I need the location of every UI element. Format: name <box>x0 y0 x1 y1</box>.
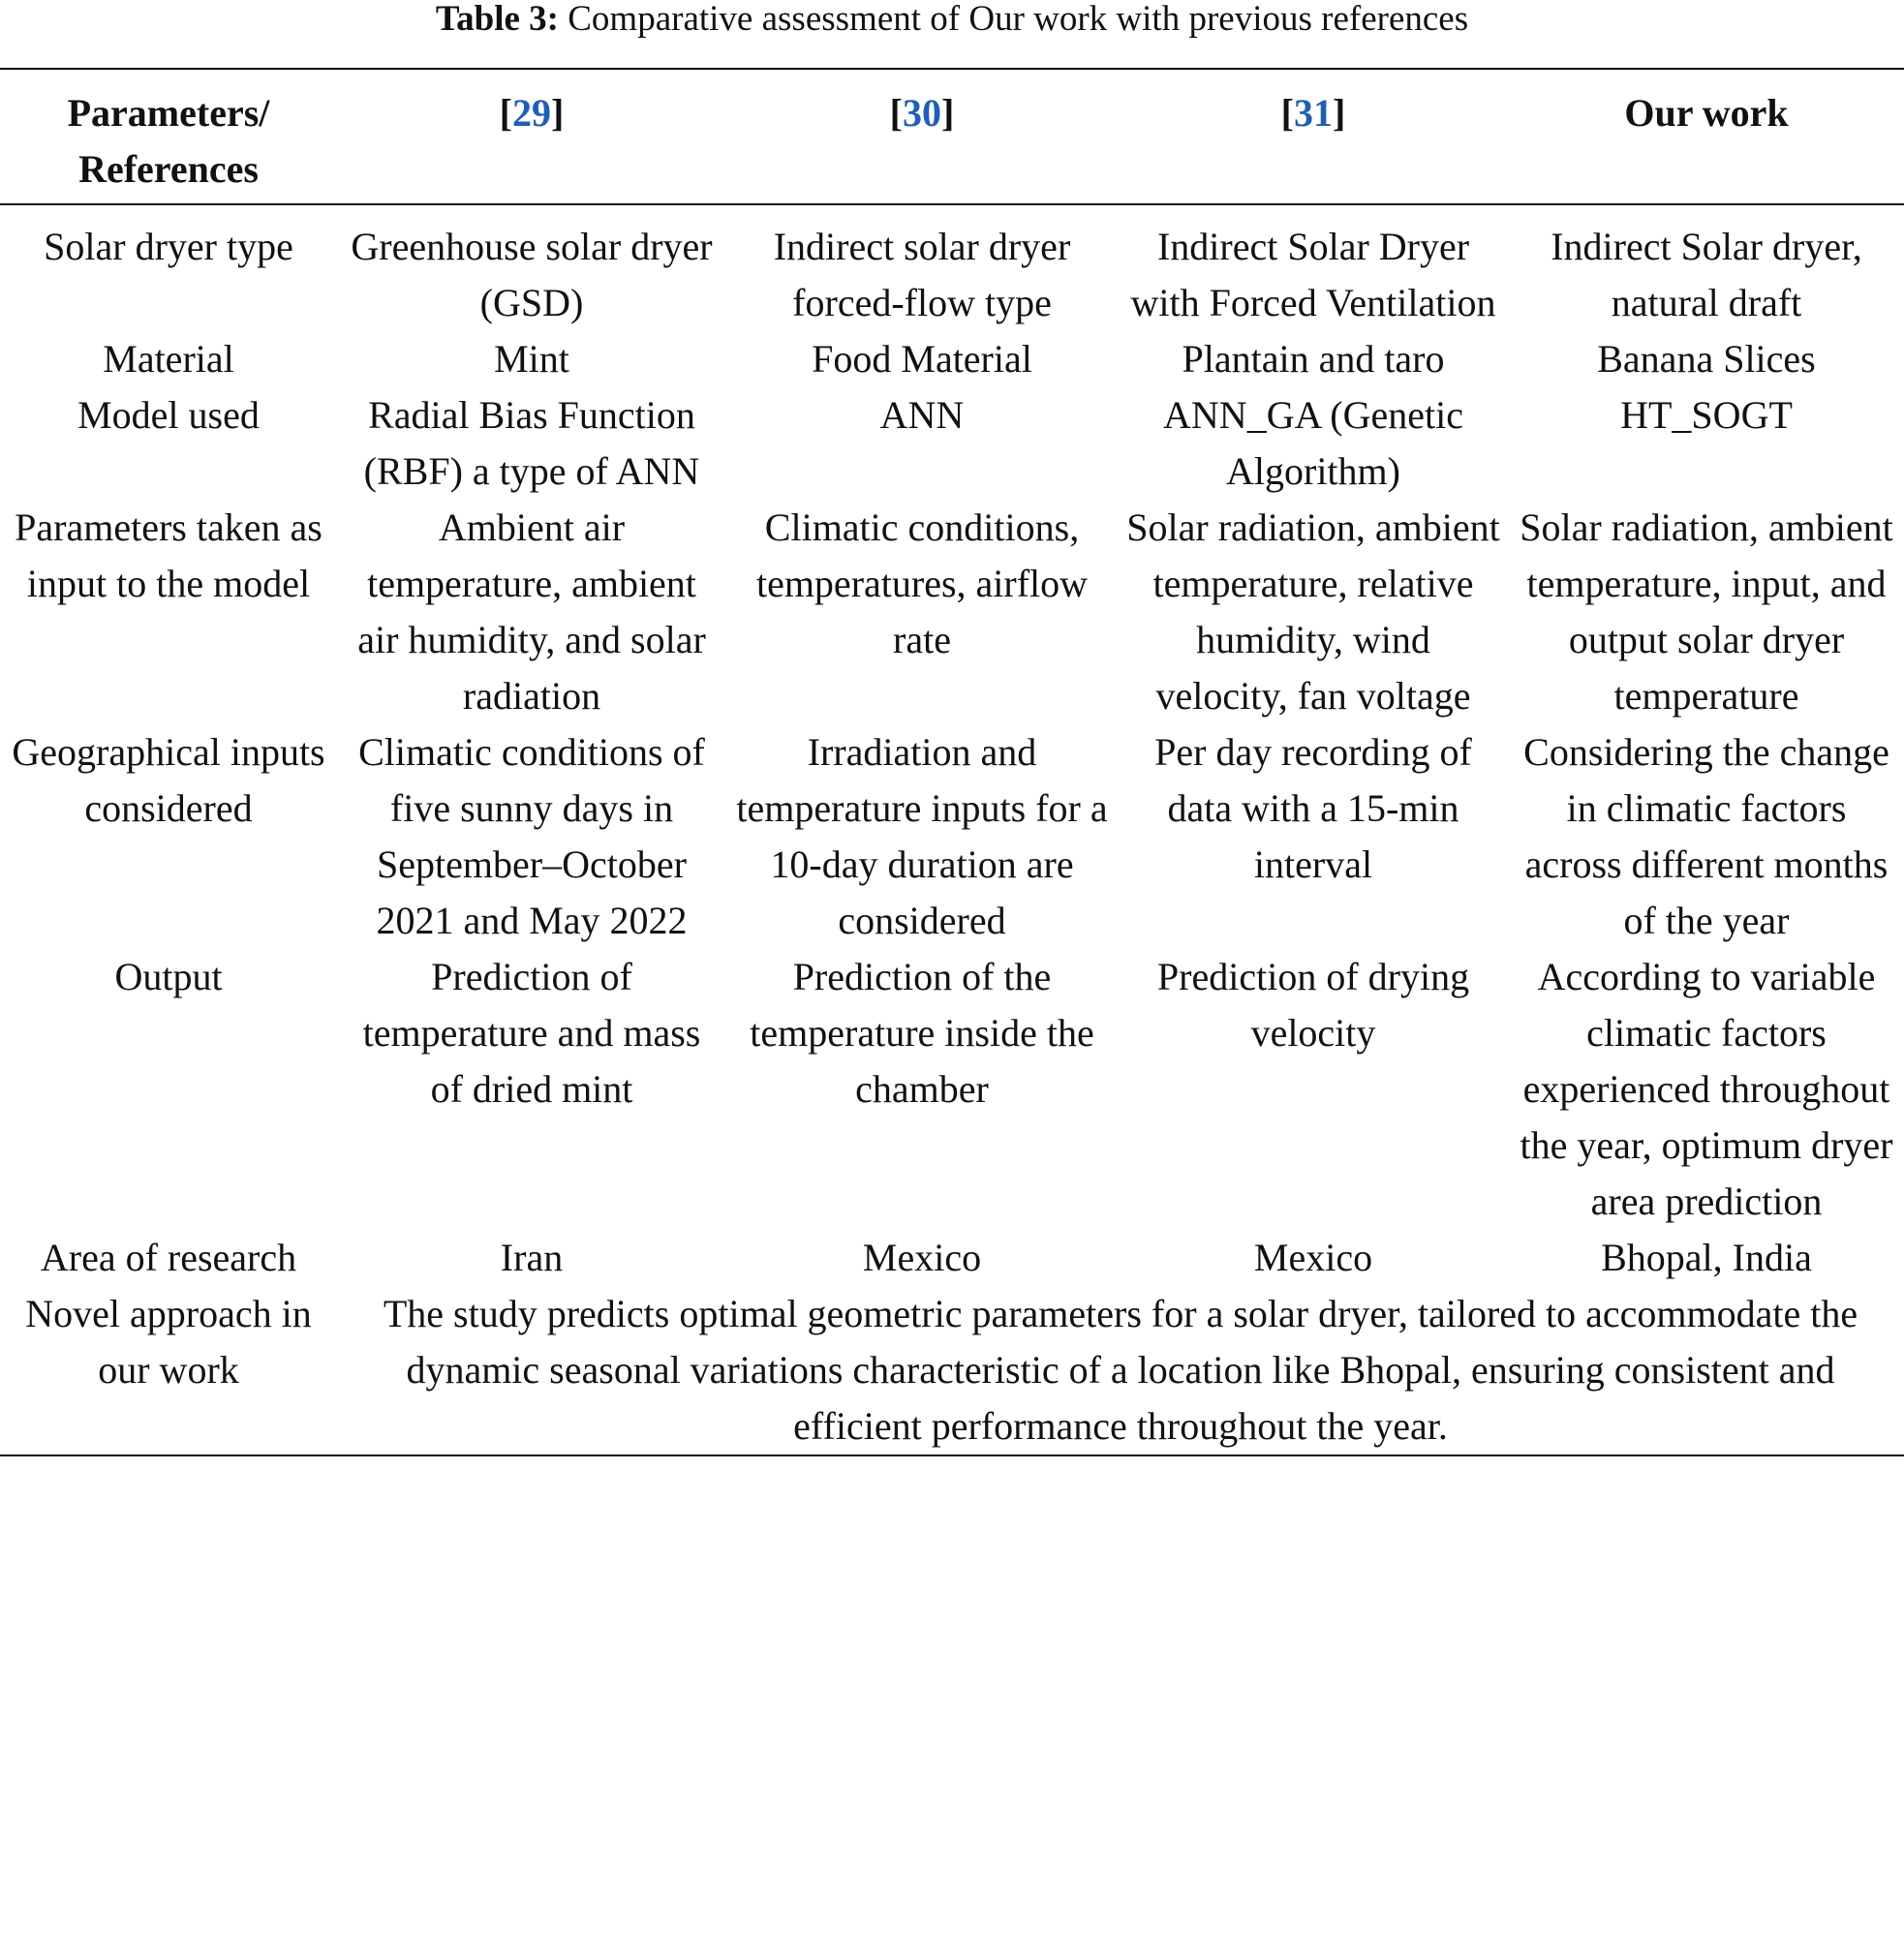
novel-approach-text: The study predicts optimal geometric parameters for a solar dryer, tailored to accommodate the dynamic seasonal variations characteristic of a location like Bhopal, ensuring consistent and efficient performance throughout the year. <box>383 1292 1858 1448</box>
table-cell: Indirect Solar Dryer with Forced Ventilation <box>1130 225 1496 324</box>
table-cell: Bhopal, India <box>1601 1236 1812 1279</box>
table-row <box>0 1230 1904 1286</box>
reference-link-30[interactable]: 30 <box>903 91 941 135</box>
table-row <box>0 1286 1904 1455</box>
row-label: Area of research <box>40 1236 297 1279</box>
table-cell: Greenhouse solar dryer (GSD) <box>351 225 713 324</box>
table-cell: Per day recording of data with a 15-min interval <box>1154 730 1472 886</box>
table-cell: Irradiation and temperature inputs for a 10-day duration are considered <box>736 730 1108 942</box>
table-cell: Indirect Solar dryer, natural draft <box>1551 225 1862 324</box>
table-row <box>0 331 1904 500</box>
caption-text: Comparative assessment of Our work with previous references <box>568 0 1469 39</box>
header-parameters-line1: Parameters/ <box>67 91 270 135</box>
table-cell: Iran <box>500 1236 564 1279</box>
table-row <box>0 724 1904 949</box>
row-label: Parameters taken as input to the model <box>15 505 322 605</box>
table-cell: Mexico <box>862 1236 982 1279</box>
reference-link-29[interactable]: 29 <box>512 91 551 135</box>
row-label-model: Model used <box>77 393 260 437</box>
table-cell: Ambient air temperature, ambient air humidity, and solar radiation <box>357 505 706 718</box>
table-cell: Climatic conditions, temperatures, airflow rate <box>755 505 1089 661</box>
table-cell: Mexico <box>1253 1236 1373 1279</box>
model-value: ANN_GA (Genetic Algorithm) <box>1163 393 1463 493</box>
table-row <box>0 204 1904 331</box>
reference-link-31[interactable]: 31 <box>1294 91 1333 135</box>
header-ref-31: [31] <box>1280 91 1346 135</box>
table-cell: According to variable climatic factors experienced throughout the year, optimum dryer area prediction <box>1520 955 1893 1223</box>
table-cell: Prediction of drying velocity <box>1156 955 1470 1055</box>
material-value: Banana Slices <box>1597 337 1816 381</box>
header-parameters-line2: References <box>78 147 259 191</box>
caption-label: Table 3: <box>435 0 559 39</box>
model-value: ANN <box>879 393 965 437</box>
comparison-table <box>0 68 1904 1456</box>
table-caption <box>0 0 1904 39</box>
table-cell <box>726 331 1118 500</box>
table-cell <box>1118 331 1509 500</box>
row-label <box>0 331 337 500</box>
header-ref-29: [29] <box>499 91 565 135</box>
row-label: Solar dryer type <box>44 225 293 268</box>
header-ref-30: [30] <box>889 91 955 135</box>
table-row <box>0 500 1904 724</box>
model-value: Radial Bias Function (RBF) a type of ANN <box>363 393 700 493</box>
table-cell: Considering the change in climatic factors across different months of the year <box>1523 730 1889 942</box>
table-cell: Prediction of temperature and mass of dried mint <box>362 955 701 1111</box>
row-label-material: Material <box>103 337 234 381</box>
row-label: Output <box>114 955 223 998</box>
table-cell: Solar radiation, ambient temperature, input, and output solar dryer temperature <box>1520 505 1893 718</box>
table-cell: Prediction of the temperature inside the chamber <box>750 955 1094 1111</box>
table-cell <box>1509 331 1904 500</box>
table-cell <box>337 331 726 500</box>
header-our-work: Our work <box>1624 91 1789 135</box>
header-row <box>0 69 1904 204</box>
material-value: Mint <box>494 337 569 381</box>
model-value: HT_SOGT <box>1620 393 1793 437</box>
row-label: Novel approach in our work <box>25 1292 312 1392</box>
table-cell: Indirect solar dryer forced-flow type <box>773 225 1071 324</box>
table-cell: Solar radiation, ambient temperature, relative humidity, wind velocity, fan voltage <box>1126 505 1500 718</box>
material-value: Food Material <box>812 337 1032 381</box>
material-value: Plantain and taro <box>1182 337 1445 381</box>
table-cell: Climatic conditions of five sunny days in September–October 2021 and May 2022 <box>358 730 705 942</box>
table-row <box>0 949 1904 1230</box>
header-parameters <box>0 69 337 204</box>
row-label: Geographical inputs considered <box>12 730 325 830</box>
